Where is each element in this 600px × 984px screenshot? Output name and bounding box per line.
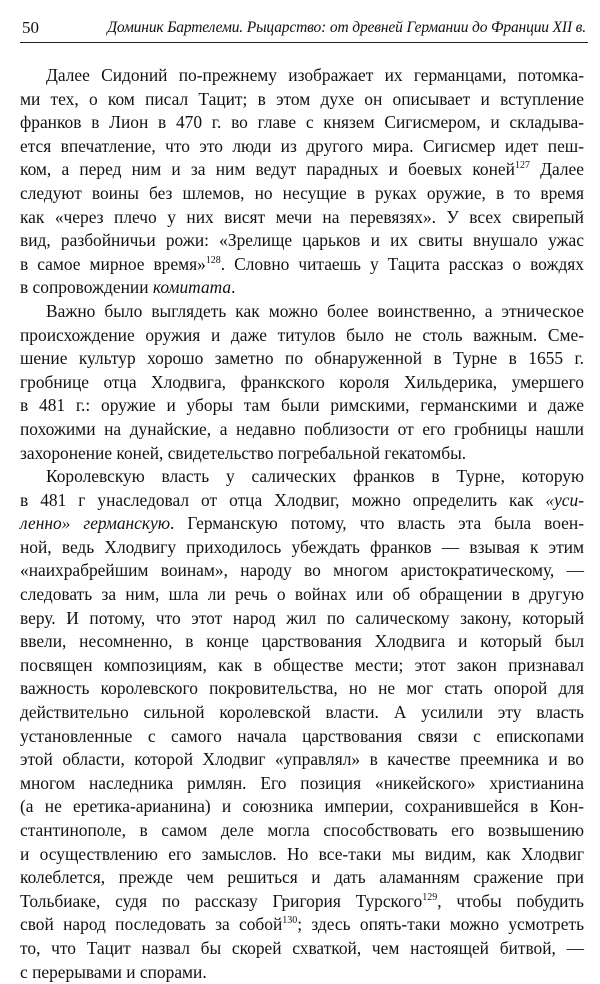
text-line	[20, 489, 584, 513]
text-line: «наихрабрейшим воинам», народу во многом аристократическому, —	[20, 560, 584, 581]
text-line: ется впечатление, что это люди из другого мира. Сигисмер идет пеш-	[20, 135, 584, 156]
text-line: гробнице отца Хлодвига, франкского короля Хильдерика, умершего	[20, 371, 584, 392]
text-segment: . Германскую потому, что власть эта была воен-	[170, 513, 584, 534]
text-line: этой области, которой Хлодвиг «управлял» в качестве преемника и во	[20, 749, 584, 770]
text-line: следуют воины без шлемов, но несущие в руках оружие, в то время	[20, 182, 584, 203]
text-line: важность королевского покровительства, но не мог стать опорой для	[20, 678, 584, 699]
text-line: захоронение коней, свидетельство погребальной гекатомбы.	[20, 442, 467, 463]
text-line: действительно сильной королевской власти. А усилили эту власть	[20, 702, 584, 723]
text-line: ввели, несомненно, в конце царствования Хлодвига и который был	[20, 631, 584, 652]
text-line: Королевскую власть у салических франков в Турне, которую	[46, 466, 584, 487]
text-segment: . Словно читаешь у Тацита рассказ о вождях	[220, 253, 584, 274]
text-line: франков в Лион в 470 г. во главе с князем Сигисмером, и складыва-	[20, 112, 584, 133]
text-line: и осуществлению его замыслов. Но все-таки мы видим, как Хлодвиг	[20, 843, 584, 864]
text-line: установленные с самого начала царствования связи с епископами	[20, 725, 584, 746]
text-segment: , чтобы побудить	[437, 890, 584, 911]
text-line: следовать за ним, шла ли речь о войнах или об обращении в другую	[20, 584, 584, 605]
text-line	[20, 913, 584, 937]
text-line: похожими на дунайские, а недавно поблизости от его гробницы нашли	[20, 418, 584, 439]
text-line: посвящен композициям, как в обществе мести; этот закон признавал	[20, 654, 584, 675]
text-line: шение культур хорошо заметно по обнаруженной в Турне в 1655 г.	[20, 348, 584, 369]
text-line: как «через плечо у них висят мечи на перевязях». У всех свирепый	[20, 206, 584, 227]
text-line: многом наследника римлян. Его позиция «никейского» христианина	[20, 772, 584, 793]
text-line: происхождение оружия и даже титулов было не столь важным. Сме-	[20, 324, 584, 345]
text-line: Важно было выглядеть как можно более воинственно, а этническое	[46, 300, 584, 321]
footnote-ref: 130	[282, 915, 298, 927]
footnote-ref: 129	[422, 891, 438, 903]
text-line: колеблется, прежде чем решиться и дать аламанням сражение при	[20, 867, 584, 888]
text-line: веру. И потому, что этот народ жил по салическому закону, который	[20, 607, 584, 628]
body-text	[20, 64, 584, 984]
text-line: ной, ведь Хлодвигу приходилось убеждать франков — взывая к этим	[20, 536, 584, 557]
footnote-ref: 127	[514, 160, 530, 172]
text-line	[20, 890, 584, 914]
paragraph-royal-power	[20, 465, 584, 984]
text-line	[20, 512, 584, 536]
text-line	[20, 253, 584, 277]
text-line: вид, разбойничьи рожи: «Зрелище царьков и их свиты внушало ужас	[20, 230, 584, 251]
text-line: ми тех, о ком писал Тацит; в этом духе он описывает и вступление	[20, 88, 584, 109]
text-line	[20, 158, 584, 182]
text-line: с перерывами и спорами.	[20, 961, 207, 982]
text-segment: в самое мирное время»	[20, 253, 206, 274]
text-segment: свой народ последовать за собой	[20, 914, 283, 935]
text-segment: ; здесь опять-таки можно усмотреть	[297, 914, 584, 935]
text-segment: Далее	[529, 159, 584, 180]
footnote-ref: 128	[205, 254, 221, 266]
paragraph-culture-mix	[20, 300, 584, 465]
page-number: 50	[22, 18, 39, 37]
text-line: (а не еретика-арианина) и союзника империи, сохранившейся в Кон-	[20, 796, 584, 817]
text-segment: в 481 г унаследовал от отца Хлодвиг, можно определить как	[20, 489, 546, 510]
italic-term: комитата	[152, 277, 232, 298]
italic-term: ленно» германскую	[20, 513, 171, 534]
text-line: стантинополе, в самом деле могла способствовать его возвышению	[20, 820, 584, 840]
italic-term: «уси-	[545, 489, 584, 510]
running-header	[20, 16, 588, 43]
text-segment: ком, а перед ним и за ним ведут парадных и боевых коней	[20, 159, 515, 180]
text-segment: Тольбиаке, судя по рассказу Григория Турского	[20, 890, 423, 911]
text-segment: в сопровождении	[20, 277, 153, 298]
text-line: в 481 г.: оружие и уборы там были римскими, германскими и даже	[20, 395, 584, 416]
running-title: Доминик Бартелеми. Рыцарство: от древней Германии до Франции XII в.	[107, 19, 586, 36]
text-line	[20, 276, 584, 300]
text-line: то, что Тацит назвал бы скорей схваткой, чем настоящей битвой, —	[20, 937, 584, 958]
paragraph-sidonius	[20, 64, 584, 300]
text-segment: .	[231, 277, 236, 298]
text-line: Далее Сидоний по-прежнему изображает их германцами, потомка-	[46, 65, 584, 85]
